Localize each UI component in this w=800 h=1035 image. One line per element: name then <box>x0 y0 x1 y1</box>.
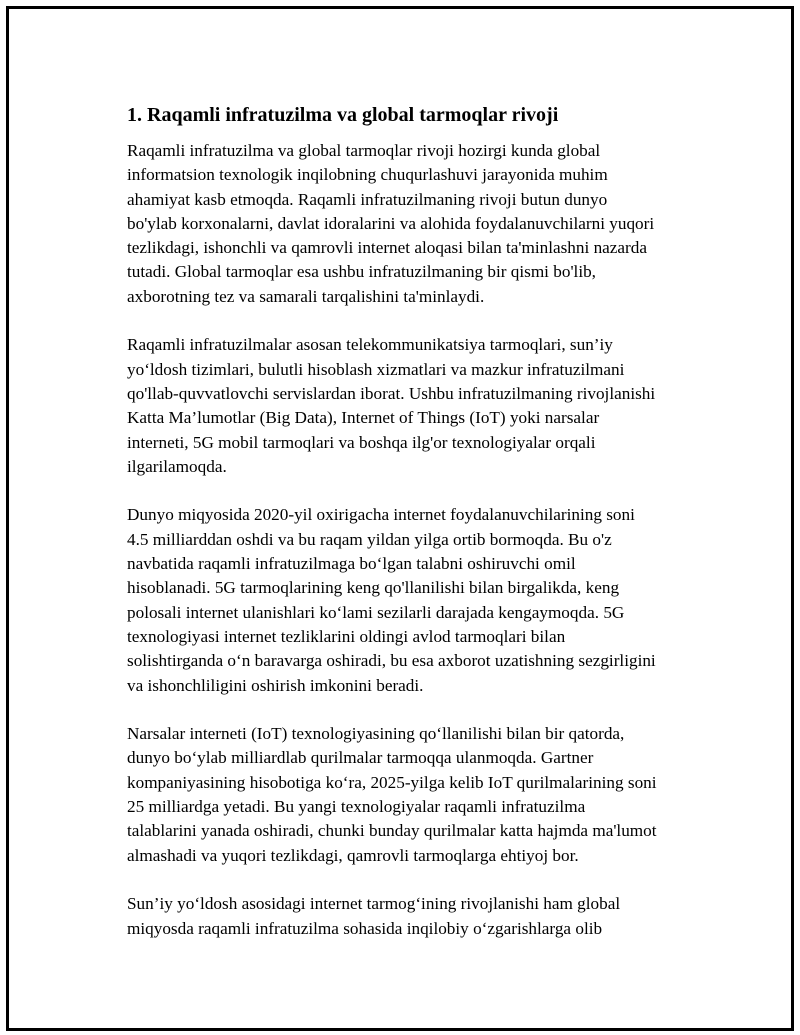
paragraph-line: Raqamli infratuzilma va global tarmoqlar rivoji hozirgi kunda global <box>127 141 601 160</box>
paragraph-line: Dunyo miqyosida 2020-yil oxirigacha internet foydalanuvchilarining soni <box>127 505 635 525</box>
paragraph-line: talablarini yanada oshiradi, chunki bunday qurilmalar katta hajmda ma'lumot <box>127 821 657 841</box>
paragraph-line: ilgarilamoqda. <box>127 456 227 476</box>
paragraph <box>127 892 707 941</box>
paragraph-line: Narsalar interneti (IoT) texnologiyasining qo‘llanilishi bilan bir qatorda, <box>127 724 625 744</box>
paragraph-line: interneti, 5G mobil tarmoqlari va boshqa ilg'or texnologiyalar orqali <box>127 432 596 452</box>
paragraph-line: miqyosda raqamli infratuzilma sohasida inqilobiy o‘zgarishlarga olib <box>127 918 603 938</box>
paragraph-line: bo'ylab korxonalarni, davlat idoralarini va alohida foydalanuvchilarni yuqori <box>127 213 655 233</box>
paragraph-line: tutadi. Global tarmoqlar esa ushbu infratuzilmaning bir qismi bo'lib, <box>127 262 596 282</box>
paragraph <box>127 139 707 309</box>
paragraph-line: axborotning tez va samarali tarqalishini ta'minlaydi. <box>127 286 485 306</box>
paragraph-line: 25 milliardga yetadi. Bu yangi texnologiyalar raqamli infratuzilma <box>127 797 586 817</box>
paragraph-line: almashadi va yuqori tezlikdagi, qamrovli tarmoqlarga ehtiyoj bor. <box>127 845 579 865</box>
paragraphs-container <box>127 139 707 941</box>
paragraph <box>127 503 707 697</box>
paragraph-line: kompaniyasining hisobotiga ko‘ra, 2025-yilga kelib IoT qurilmalarining soni <box>127 772 657 792</box>
paragraph-line: navbatida raqamli infratuzilmaga bo‘lgan talabni oshiruvchi omil <box>127 554 576 574</box>
paragraph-line: ahamiyat kasb etmoqda. Raqamli infratuzilmaning rivoji butun dunyo <box>127 189 608 209</box>
paragraph <box>127 333 707 479</box>
paragraph-line: va ishonchliligini oshirish imkonini beradi. <box>127 675 424 695</box>
document-body <box>127 101 707 965</box>
paragraph-line: Katta Ma’lumotlar (Big Data), Internet of Things (IoT) yoki narsalar <box>127 408 600 428</box>
paragraph-line: texnologiyasi internet tezliklarini oldingi avlod tarmoqlari bilan <box>127 626 566 646</box>
paragraph-line: 4.5 milliarddan oshdi va bu raqam yildan yilga ortib bormoqda. Bu o'z <box>127 529 612 549</box>
paragraph-line: dunyo bo‘ylab milliardlab qurilmalar tarmoqqa ulanmoqda. Gartner <box>127 748 594 768</box>
paragraph-line: polosali internet ulanishlari ko‘lami sezilarli darajada kengaymoqda. 5G <box>127 602 625 622</box>
paragraph-line: Raqamli infratuzilmalar asosan telekommunikatsiya tarmoqlari, sun’iy <box>127 335 613 355</box>
page <box>6 6 794 1031</box>
section-heading: 1. Raqamli infratuzilma va global tarmoqlar rivoji <box>127 104 559 126</box>
paragraph-line: yo‘ldosh tizimlari, bulutli hisoblash xizmatlari va mazkur infratuzilmani <box>127 359 625 379</box>
paragraph-line: solishtirganda o‘n baravarga oshiradi, bu esa axborot uzatishning sezgirligini <box>127 651 656 671</box>
paragraph-line: Sun’iy yo‘ldosh asosidagi internet tarmog‘ining rivojlanishi ham global <box>127 894 621 914</box>
paragraph <box>127 722 707 868</box>
paragraph-line: tezlikdagi, ishonchli va qamrovli internet aloqasi bilan ta'minlashni nazarda <box>127 238 647 258</box>
paragraph-line: qo'llab-quvvatlovchi servislardan iborat. Ushbu infratuzilmaning rivojlanishi <box>127 383 656 403</box>
paragraph-line: hisoblanadi. 5G tarmoqlarining keng qo'llanilishi bilan birgalikda, keng <box>127 578 620 598</box>
paragraph-line: informatsion texnologik inqilobning chuqurlashuvi jarayonida muhim <box>127 165 608 185</box>
